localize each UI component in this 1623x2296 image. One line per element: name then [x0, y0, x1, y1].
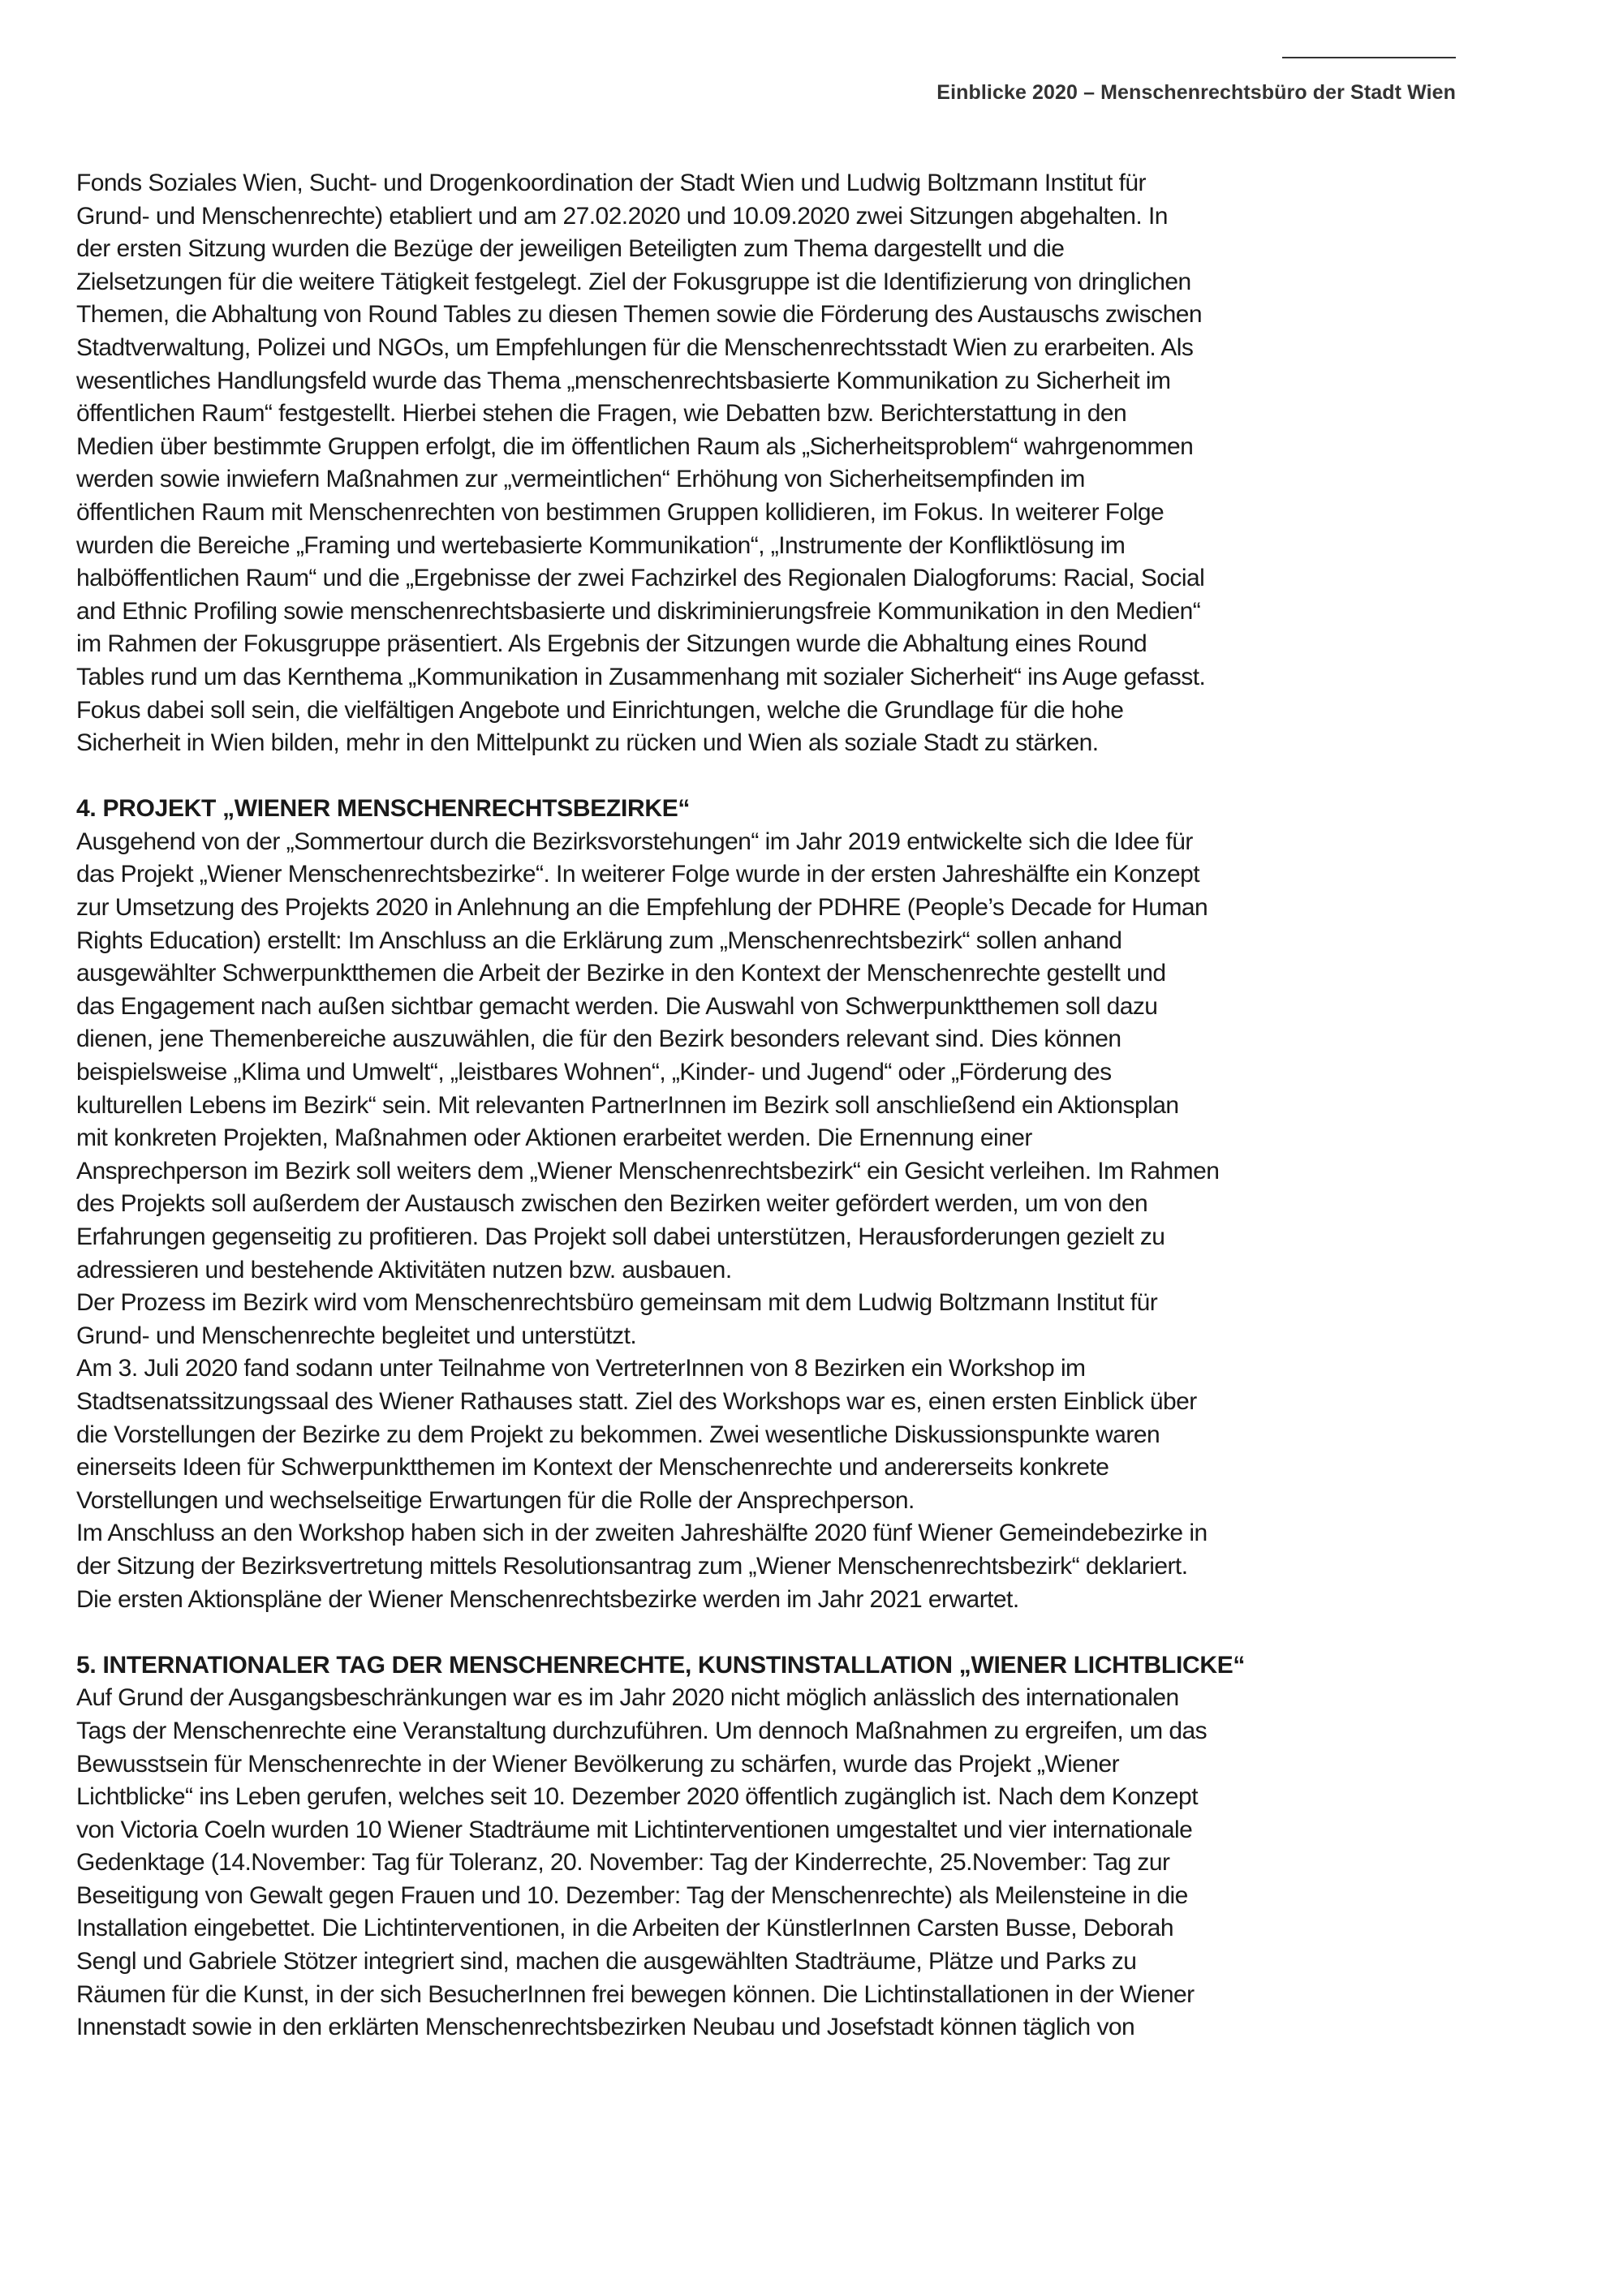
text-line: Stadtverwaltung, Polizei und NGOs, um Empfehlungen für die Menschenrechtsstadt Wien zu erarbeiten. Als — [76, 333, 1194, 361]
text-line: Räumen für die Kunst, in der sich BesucherInnen frei bewegen können. Die Lichtinstallationen in der Wiener — [76, 1980, 1195, 2008]
text-line: Ausgehend von der „Sommertour durch die Bezirksvorstehungen“ im Jahr 2019 entwickelte sich die Idee für — [76, 828, 1193, 855]
text-line: Tables rund um das Kernthema „Kommunikation in Zusammenhang mit sozialer Sicherheit“ ins Auge gefasst. — [76, 663, 1206, 690]
text-line: das Engagement nach außen sichtbar gemacht werden. Die Auswahl von Schwerpunktthemen soll dazu — [76, 992, 1158, 1020]
text-line: öffentlichen Raum mit Menschenrechten von bestimmen Gruppen kollidieren, im Fokus. In weiterer Folge — [76, 498, 1165, 526]
text-line: Zielsetzungen für die weitere Tätigkeit festgelegt. Ziel der Fokusgruppe ist die Identifizierung von dringlichen — [76, 268, 1191, 295]
section-gap — [76, 1616, 1456, 1649]
text-line: ausgewählter Schwerpunktthemen die Arbeit der Bezirke in den Kontext der Menschenrechte gestellt und — [76, 960, 1166, 987]
text-line: Fonds Soziales Wien, Sucht- und Drogenkoordination der Stadt Wien und Ludwig Boltzmann Institut für — [76, 170, 1146, 196]
text-line: beispielsweise „Klima und Umwelt“, „leistbares Wohnen“, „Kinder- und Jugend“ oder „Förderung des — [76, 1059, 1112, 1086]
text-line: Innenstadt sowie in den erklärten Menschenrechtsbezirken Neubau und Josefstadt können täglich von — [76, 2014, 1135, 2041]
text-line: Vorstellungen und wechselseitige Erwartungen für die Rolle der Ansprechperson. — [76, 1486, 915, 1514]
text-line: kulturellen Lebens im Bezirk“ sein. Mit relevanten PartnerInnen im Bezirk soll anschließend ein Aktionsplan — [76, 1091, 1179, 1119]
text-line: Die ersten Aktionspläne der Wiener Menschenrechtsbezirke werden im Jahr 2021 erwartet. — [76, 1585, 1019, 1613]
section-5-body — [76, 1682, 1456, 2044]
text-line: Fokus dabei soll sein, die vielfältigen Angebote und Einrichtungen, welche die Grundlage für die hohe — [76, 696, 1124, 724]
text-line: dienen, jene Themenbereiche auszuwählen, die für den Bezirk besonders relevant sind. Dies können — [76, 1025, 1121, 1053]
text-line: Themen, die Abhaltung von Round Tables zu diesen Themen sowie die Förderung des Austauschs zwischen — [76, 301, 1203, 329]
text-line: einerseits Ideen für Schwerpunktthemen im Kontext der Menschenrechte und andererseits konkrete — [76, 1454, 1109, 1481]
section-4-heading: 4. PROJEKT „WIENER MENSCHENRECHTSBEZIRKE“ — [76, 795, 691, 823]
text-line: adressieren und bestehende Aktivitäten nutzen bzw. ausbauen. — [76, 1256, 732, 1283]
text-line: Stadtsenatssitzungssaal des Wiener Rathauses statt. Ziel des Workshops war es, einen ersten Einblick über — [76, 1387, 1197, 1415]
text-line: wurden die Bereiche „Framing und wertebasierte Kommunikation“, „Instrumente der Konfliktlösung im — [76, 531, 1126, 559]
text-line: Am 3. Juli 2020 fand sodann unter Teilnahme von VertreterInnen von 8 Bezirken ein Workshop im — [76, 1355, 1086, 1382]
text-line: des Projekts soll außerdem der Austausch zwischen den Bezirken weiter gefördert werden, um von den — [76, 1190, 1148, 1218]
text-line: öffentlichen Raum“ festgestellt. Hierbei stehen die Fragen, wie Debatten bzw. Berichterstattung in den — [76, 400, 1127, 428]
text-line: Installation eingebettet. Die Lichtinterventionen, in die Arbeiten der KünstlerInnen Carsten Busse, Deborah — [76, 1915, 1174, 1942]
text-line: mit konkreten Projekten, Maßnahmen oder Aktionen erarbeitet werden. Die Ernennung einer — [76, 1124, 1032, 1152]
text-line: der Sitzung der Bezirksvertretung mittels Resolutionsantrag zum „Wiener Menschenrechtsbezirk“ deklariert. — [76, 1552, 1188, 1580]
text-line: die Vorstellungen der Bezirke zu dem Projekt zu bekommen. Zwei wesentliche Diskussionspunkte waren — [76, 1421, 1160, 1448]
text-line: der ersten Sitzung wurden die Bezüge der jeweiligen Beteiligten zum Thema dargestellt und die — [76, 235, 1065, 263]
text-line: and Ethnic Profiling sowie menschenrechtsbasierte und diskriminierungsfreie Kommunikation in den Medien“ — [76, 597, 1201, 625]
text-line: Im Anschluss an den Workshop haben sich in der zweiten Jahreshälfte 2020 fünf Wiener Gemeindebezirke in — [76, 1520, 1208, 1547]
text-line: werden sowie inwiefern Maßnahmen zur „vermeintlichen“ Erhöhung von Sicherheitsempfinden im — [76, 466, 1085, 493]
text-line: Tags der Menschenrechte eine Veranstaltung durchzuführen. Um dennoch Maßnahmen zu ergreifen, um das — [76, 1717, 1208, 1744]
section-5-heading: 5. INTERNATIONALER TAG DER MENSCHENRECHTE, KUNSTINSTALLATION „WIENER LICHTBLICKE“ — [76, 1651, 1246, 1679]
text-line: Beseitigung von Gewalt gegen Frauen und 10. Dezember: Tag der Menschenrechte) als Meilensteine in die — [76, 1881, 1188, 1909]
section-gap — [76, 760, 1456, 793]
text-line: Grund- und Menschenrechte) etabliert und am 27.02.2020 und 10.09.2020 zwei Sitzungen abgehalten. In — [76, 202, 1168, 230]
text-line: wesentliches Handlungsfeld wurde das Thema „menschenrechtsbasierte Kommunikation zu Sicherheit im — [76, 367, 1171, 394]
text-line: Bewusstsein für Menschenrechte in der Wiener Bevölkerung zu schärfen, wurde das Projekt „Wiener — [76, 1750, 1120, 1778]
text-line: Rights Education) erstellt: Im Anschluss an die Erklärung zum „Menschenrechtsbezirk“ sollen anhand — [76, 927, 1122, 954]
text-line: Grund- und Menschenrechte begleitet und unterstützt. — [76, 1322, 637, 1349]
running-header: Einblicke 2020 – Menschenrechtsbüro der Stadt Wien — [936, 81, 1456, 104]
text-line: Sicherheit in Wien bilden, mehr in den Mittelpunkt zu rücken und Wien als soziale Stadt zu stärken. — [76, 729, 1099, 757]
text-line: halböffentlichen Raum“ und die „Ergebnisse der zwei Fachzirkel des Regionalen Dialogforums: Racial, Social — [76, 565, 1205, 592]
text-line: Erfahrungen gegenseitig zu profitieren. Das Projekt soll dabei unterstützen, Herausforderungen gezielt zu — [76, 1223, 1165, 1250]
text-line: Sengl und Gabriele Stötzer integriert sind, machen die ausgewählten Stadträume, Plätze und Parks zu — [76, 1948, 1137, 1976]
text-line: Auf Grund der Ausgangsbeschränkungen war es im Jahr 2020 nicht möglich anlässlich des internationalen — [76, 1684, 1179, 1712]
text-line: Der Prozess im Bezirk wird vom Menschenrechtsbüro gemeinsam mit dem Ludwig Boltzmann Institut für — [76, 1289, 1158, 1317]
header-rule — [1282, 57, 1456, 58]
text-line: Lichtblicke“ ins Leben gerufen, welches seit 10. Dezember 2020 öffentlich zugänglich ist. Nach dem Konzept — [76, 1783, 1198, 1811]
text-line: zur Umsetzung des Projekts 2020 in Anlehnung an die Empfehlung der PDHRE (People’s Decade for Human — [76, 894, 1208, 922]
text-line: Gedenktage (14.November: Tag für Toleranz, 20. November: Tag der Kinderrechte, 25.November: Tag zur — [76, 1849, 1170, 1877]
text-line: im Rahmen der Fokusgruppe präsentiert. Als Ergebnis der Sitzungen wurde die Abhaltung eines Round — [76, 630, 1147, 658]
page-body — [76, 167, 1456, 2044]
text-line: Medien über bestimmte Gruppen erfolgt, die im öffentlichen Raum als „Sicherheitsproblem“ wahrgenommen — [76, 432, 1194, 460]
text-line: das Projekt „Wiener Menschenrechtsbezirke“. In weiterer Folge wurde in der ersten Jahreshälfte ein Konzept — [76, 861, 1200, 888]
text-line: Ansprechperson im Bezirk soll weiters dem „Wiener Menschenrechtsbezirk“ ein Gesicht verleihen. Im Rahmen — [76, 1157, 1220, 1185]
paragraph-focus-group — [76, 167, 1456, 760]
section-4-body — [76, 826, 1456, 1616]
text-line: von Victoria Coeln wurden 10 Wiener Stadträume mit Lichtinterventionen umgestaltet und vier internationale — [76, 1816, 1193, 1843]
